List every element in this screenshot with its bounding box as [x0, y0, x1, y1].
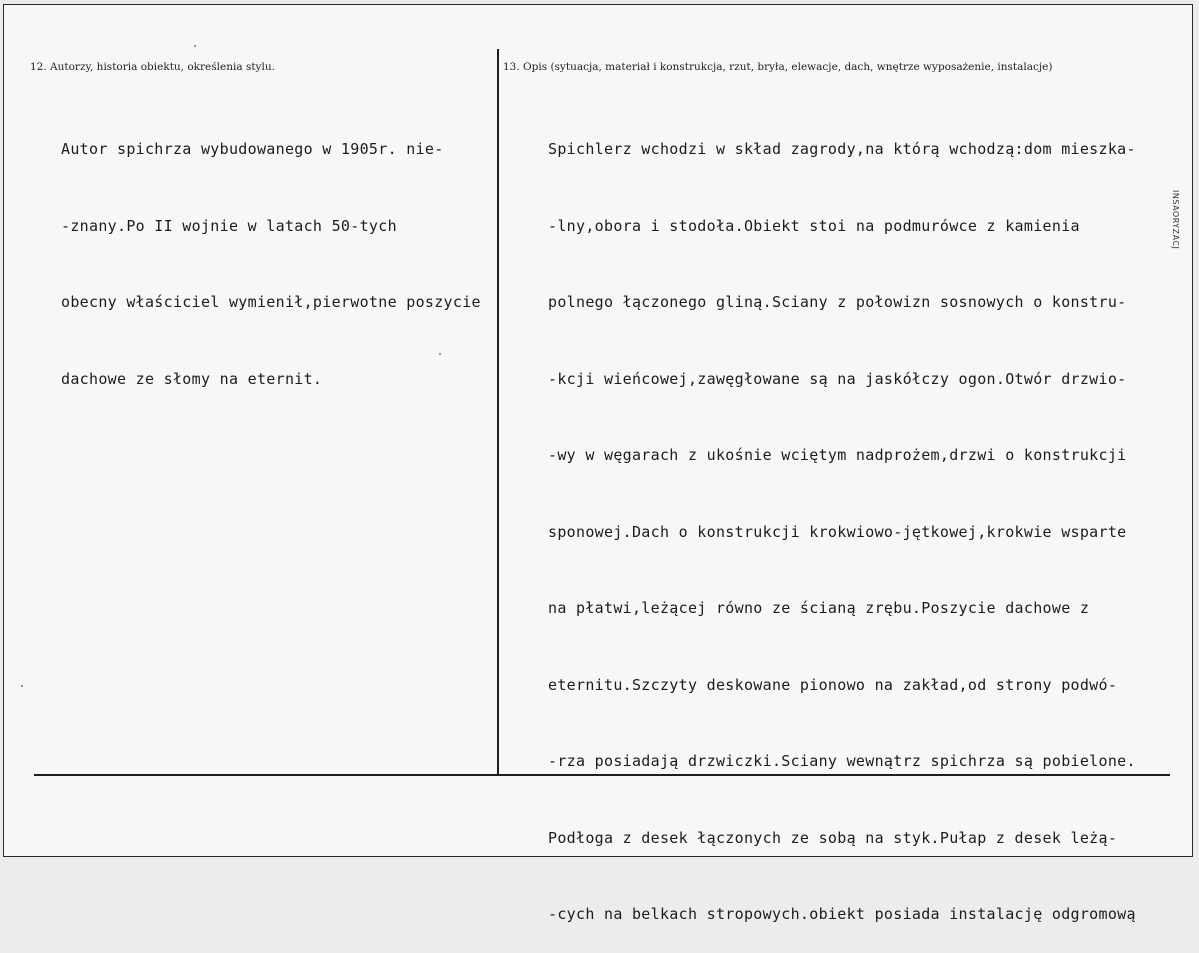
- column-divider: [497, 49, 499, 775]
- section-13-heading: 13. Opis (sytuacja, materiał i konstrukcja, rzut, bryła, elewacje, dach, wnętrze wyposażenie, instalacje): [503, 61, 1053, 73]
- paper-speck: [21, 685, 23, 687]
- typed-line: -rza posiadają drzwiczki.Sciany wewnątrz spichrza są pobielone.: [548, 752, 1136, 770]
- typed-line: eternitu.Szczyty deskowane pionowo na zakład,od strony podwó-: [548, 675, 1118, 694]
- typed-line: obecny właściciel wymienił,pierwotne poszycie: [61, 293, 481, 311]
- typed-line: -lny,obora i stodoła.Obiekt stoi na podmurówce z kamienia: [548, 216, 1080, 235]
- section-12-text: [61, 86, 481, 418]
- typed-line: sponowej.Dach o konstrukcji krokwiowo-jętkowej,krokwie wsparte: [548, 522, 1127, 541]
- margin-stamp: INSAORYZACJ: [1171, 190, 1180, 250]
- section-13-text: [548, 86, 1136, 953]
- paper-speck: [194, 45, 196, 47]
- typed-line: -cych na belkach stropowych.obiekt posiada instalację odgromową: [548, 905, 1136, 923]
- typed-line: na płatwi,leżącej równo ze ścianą zrębu.Poszycie dachowe z: [548, 599, 1090, 617]
- typed-line: dachowe ze słomy na eternit.: [61, 369, 323, 388]
- typed-line: Spichlerz wchodzi w skład zagrody,na którą wchodzą:dom mieszka-: [548, 140, 1136, 158]
- typed-line: -kcji wieńcowej,zawęgłowane są na jaskółczy ogon.Otwór drzwio-: [548, 369, 1127, 388]
- typed-line: -znany.Po II wojnie w latach 50-tych: [61, 216, 397, 235]
- typed-line: -wy w węgarach z ukośnie wciętym nadprożem,drzwi o konstrukcji: [548, 446, 1127, 464]
- typed-line: polnego łączonego gliną.Sciany z połowizn sosnowych o konstru-: [548, 293, 1127, 311]
- typed-line: Podłoga z desek łączonych ze sobą na styk.Pułap z desek leżą-: [548, 828, 1118, 847]
- typed-line: Autor spichrza wybudowanego w 1905r. nie-: [61, 140, 444, 158]
- section-12-heading: 12. Autorzy, historia obiektu, określenia stylu.: [30, 61, 275, 73]
